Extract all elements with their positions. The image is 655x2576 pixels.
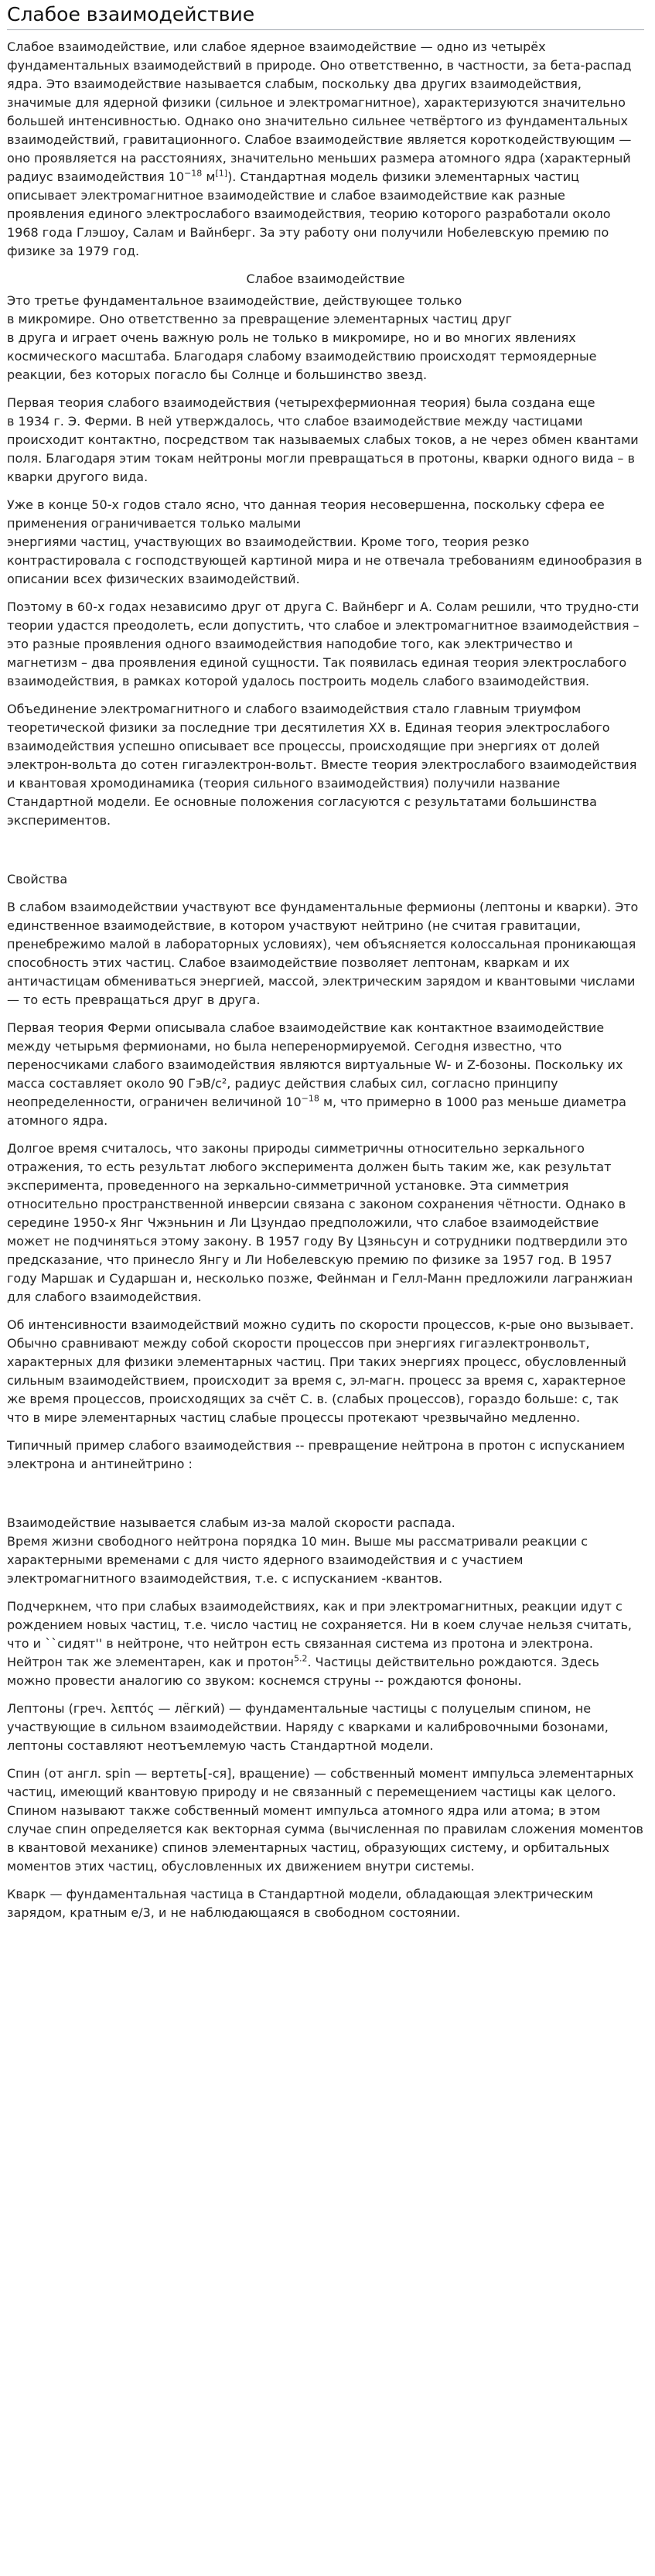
- paragraph-text: Подчеркнем, что при слабых взаимодействиях, как и при электромагнитных, реакции идут с рождением новых частиц, т.е. число частиц не сохраняется. Ни в коем случае нельзя считать, что и ``сидят'' в нейтроне, что нейтрон есть связанная система из протона и электрона. Нейтрон так же элементарен, как и протон: [7, 1599, 632, 1669]
- paragraph: Первая теория слабого взаимодействия (четырехфермионная теория) была создана еще в 1934 г. Э. Ферми. В ней утверждалось, что слабое взаимодействие между частицами происходит контактно, посредством так называемых слабых токов, а не через обмен квантами поля. Благодаря этим токам нейтроны могли превращаться в протоны, кварки одного вида – в кварки другого вида.: [7, 395, 639, 484]
- spacer: [7, 839, 644, 870]
- footnote-marker: 5.2: [293, 1653, 308, 1664]
- paragraph: [7, 1019, 644, 1130]
- paragraph: Долгое время считалось, что законы природы симметричны относительно зеркального отражения, то есть результат любого эксперимента должен быть таким же, как результат эксперимента, проведенного на зеркально-симметричной установке. Эта симметрия относительно пространственной инверсии связана с законом сохранения чётности. Однако в середине 1950-х Янг Чжэньнин и Ли Цзундао предположили, что слабое взаимодействие может не подчиняться этому закону. В 1957 году By Цзяньсун и сотрудники подтвердили это предсказание, что принесло Янгу и Ли Нобелевскую премию по физике за 1957 год. В 1957 году Маршак и Сударшан и, несколько позже, Фейнман и Гелл-Манн предложили лагранжиан для слабого взаимодействия.: [7, 1141, 633, 1304]
- section-heading-properties: Свойства: [7, 872, 68, 887]
- reference-link[interactable]: [1]: [215, 168, 228, 179]
- paragraph-text: Первая теория Ферми описывала слабое взаимодействие как контактное взаимодействие между четырьмя фермионами, но была неперенормируемой. Сегодня известно, что переносчиками слабого взаимодействия являются виртуальные W- и Z-бозоны. Поскольку их масса составляет около 90 ГэВ/c², радиус действия слабых сил, согласно принципу неопределенности, ограничен величиной 10: [7, 1020, 623, 1109]
- spacer: [7, 1483, 644, 1514]
- intro-paragraph: [7, 38, 644, 261]
- intro-text-end: ). Стандартная модель физики элементарных частиц описывает электромагнитное взаимодействие и слабое взаимодействие как разные проявления единого электрослабого взаимодействия, теорию которого разработали около 1968 года Глэшоу, Салам и Вайнберг. За эту работу они получили Нобелевскую премию по физике за 1979 год.: [7, 169, 611, 258]
- paragraph: Спин (от англ. spin — вертеть[-ся], вращение) — собственный момент импульса элементарных частиц, имеющий квантовую природу и не связанный с перемещением частицы как целого. Спином называют также собственный момент импульса атомного ядра или атома; в этом случае спин определяется как векторная сумма (вычисленная по правилам сложения моментов в квантовой механике) спинов элементарных частиц, образующих систему, и орбитальных моментов этих частиц, обусловленных их движением внутри системы.: [7, 1766, 643, 1874]
- paragraph: Это третье фундаментальное взаимодействие, действующее только в микромире. Оно ответственно за превращение элементарных частиц друг в друга и играет очень важную роль не только в микромире, но и во многих явлениях космического масштаба. Благодаря слабому взаимодействию происходят термоядерные реакции, без которых погасло бы Солнце и большинство звезд.: [7, 293, 597, 382]
- paragraph: Поэтому в 60-х годах независимо друг от друга С. Вайнберг и А. Солам решили, что трудно-сти теории удастся преодолеть, если допустить, что слабое и электромагнитное взаимодействия – это разные проявления одного взаимодействия наподобие того, как электричество и магнетизм – два проявления единой сущности. Так появилась единая теория электрослабого взаимодействия, в рамках которой удалось построить модель слабого взаимодействия.: [7, 600, 640, 688]
- unit: м: [202, 169, 216, 184]
- exponent: −18: [301, 1093, 319, 1104]
- paragraph: Кварк — фундаментальная частица в Стандартной модели, обладающая электрическим зарядом, кратным e/3, и не наблюдающаяся в свободном состоянии.: [7, 1887, 593, 1920]
- paragraph: В слабом взаимодействии участвуют все фундаментальные фермионы (лептоны и кварки). Это единственное взаимодействие, в котором участвуют нейтрино (не считая гравитации, пренебрежимо малой в лабораторных условиях), чем объясняется колоссальная проникающая способность этих частиц. Слабое взаимодействие позволяет лептонам, кваркам и их античастицам обмениваться энергией, массой, электрическим зарядом и квантовыми числами — то есть превращаться друг в друга.: [7, 900, 639, 1007]
- paragraph: Объединение электромагнитного и слабого взаимодействия стало главным триумфом теоретической физики за последние три десятилетия XX в. Единая теория электрослабого взаимодействия успешно описывает все процессы, происходящие при энергиях от долей электрон-вольта до сотен гигаэлектрон-вольт. Вместе теория электрослабого взаимодействия и квантовая хромодинамика (теория сильного взаимодействия) получили название Стандартной модели. Ее основные положения согласуются с результатами большинства экспериментов.: [7, 702, 637, 828]
- section-center-title: Слабое взаимодействие: [246, 272, 405, 286]
- paragraph: [7, 1597, 644, 1690]
- paragraph: Лептоны (греч. λεπτός — лёгкий) — фундаментальные частицы с полуцелым спином, не участвующие в сильном взаимодействии. Наряду с кварками и калибровочными бозонами, лептоны составляют неотъемлемую часть Стандартной модели.: [7, 1701, 609, 1753]
- paragraph: Типичный пример слабого взаимодействия -- превращение нейтрона в протон с испусканием электрона и антинейтрино :: [7, 1438, 626, 1471]
- exponent: −18: [184, 168, 203, 179]
- paragraph: Взаимодействие называется слабым из-за малой скорости распада. Время жизни свободного нейтрона порядка 10 мин. Выше мы рассматривали реакции с характерными временами с для чисто ядерного взаимодействия и с участием электромагнитного взаимодействия, т.е. с испусканием -квантов.: [7, 1515, 588, 1586]
- paragraph-text-end: м, что примерно в 1000 раз меньше диаметра атомного ядра.: [7, 1095, 626, 1128]
- page-title: Слабое взаимодействие: [7, 3, 644, 30]
- paragraph-text-end: . Частицы действительно рождаются. Здесь можно провести аналогию со звуком: коснемся струны -- рождаются фононы.: [7, 1655, 599, 1688]
- paragraph: Уже в конце 50-х годов стало ясно, что данная теория несовершенна, поскольку сфера ее применения ограничивается только малыми энергиями частиц, участвующих во взаимодействии. Кроме того, теория резко контрастировала с господствующей картиной мира и не отвечала требованиям единообразия в описании всех физических взаимодействий.: [7, 497, 643, 586]
- intro-text: Слабое взаимодействие, или слабое ядерное взаимодействие — одно из четырёх фундаментальных взаимодействий в природе. Оно ответственно, в частности, за бета-распад ядра. Это взаимодействие называется слабым, поскольку два других взаимодействия, значимые для ядерной физики (сильное и электромагнитное), характеризуются значительно большей интенсивностью. Однако оно значительно сильнее четвёртого из фундаментальных взаимодействий, гравитационного. Слабое взаимодействие является короткодействующим — оно проявляется на расстояниях, значительно меньших размера атомного ядра (характерный радиус взаимодействия 10: [7, 39, 632, 184]
- paragraph: Об интенсивности взаимодействий можно судить по скорости процессов, к-рые оно вызывает. Обычно сравнивают между собой скорости процессов при энергиях гигаэлектронвольт, характерных для физики элементарных частиц. При таких энергиях процесс, обусловленный сильным взаимодействием, происходит за время с, эл-магн. процесс за время с, характерное же время процессов, происходящих за счёт С. в. (слабых процессов), гораздо больше: с, так что в мире элементарных частиц слабые процессы протекают чрезвычайно медленно.: [7, 1317, 634, 1425]
